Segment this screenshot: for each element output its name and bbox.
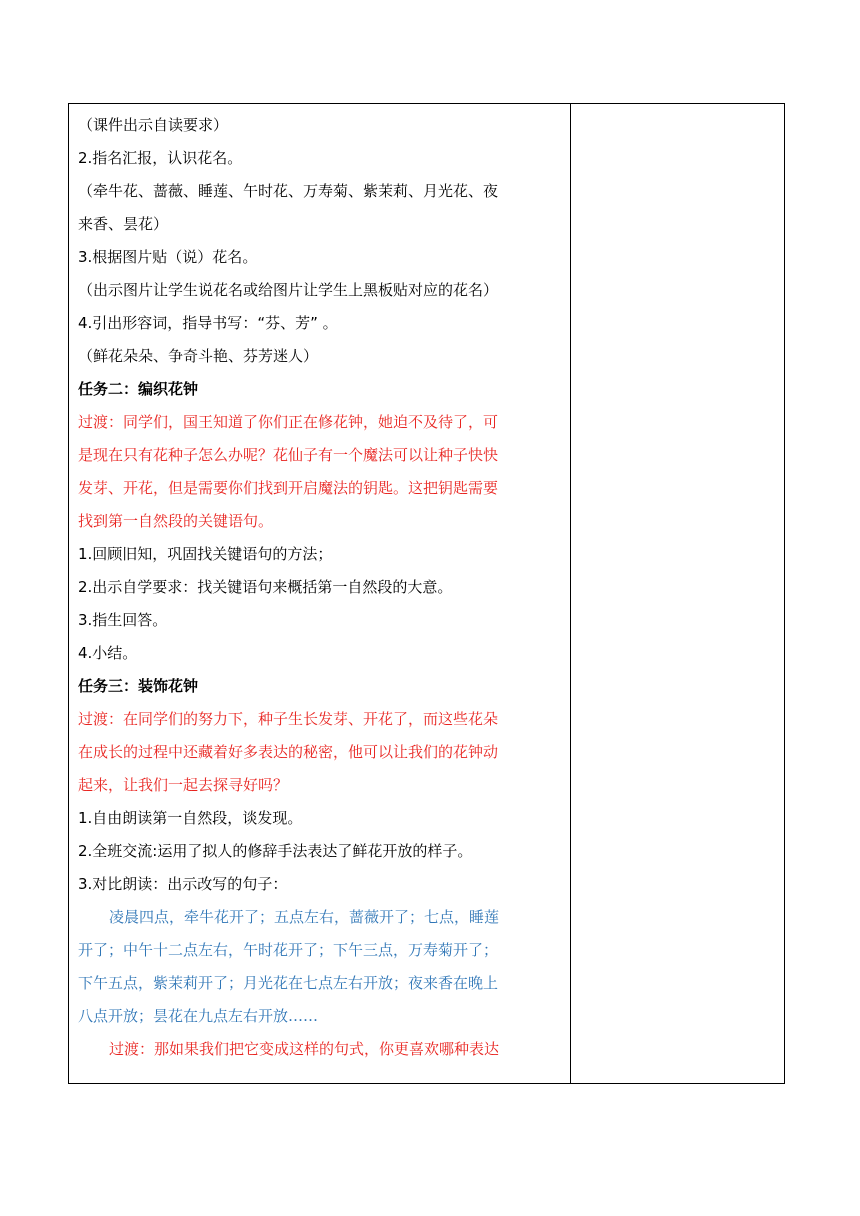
text-line: 3.根据图片贴（说）花名。	[78, 248, 258, 266]
text-line: 4.引出形容词，指导书写：“芬、芳” 。	[78, 314, 338, 332]
task-heading: 任务二：编织花钟	[78, 380, 199, 398]
text-line: 3.指生回答。	[78, 611, 168, 629]
text-line: （牵牛花、蔷薇、睡莲、午时花、万寿菊、紫茉莉、月光花、夜	[78, 182, 499, 200]
text-line: 1.自由朗读第一自然段，谈发现。	[78, 809, 303, 827]
text-line: 下午五点，紫茉莉开了；月光花在七点左右开放；夜来香在晚上	[78, 974, 499, 992]
text-line: 过渡：在同学们的努力下，种子生长发芽、开花了，而这些花朵	[78, 710, 499, 728]
task-heading: 任务三：装饰花钟	[78, 677, 199, 695]
text-line: （鲜花朵朵、争奇斗艳、芬芳迷人）	[78, 347, 319, 365]
text-line: 过渡：那如果我们把它变成这样的句式，你更喜欢哪种表达	[109, 1040, 500, 1058]
notes-cell	[571, 104, 784, 1083]
text-line: （出示图片让学生说花名或给图片让学生上黑板贴对应的花名）	[78, 281, 499, 299]
text-line: 凌晨四点，牵牛花开了；五点左右，蔷薇开了；七点，睡莲	[109, 908, 500, 926]
text-line: 找到第一自然段的关键语句。	[78, 512, 274, 530]
text-line: 过渡：同学们，国王知道了你们正在修花钟，她迫不及待了，可	[78, 413, 499, 431]
text-line: 发芽、开花，但是需要你们找到开启魔法的钥匙。这把钥匙需要	[78, 479, 499, 497]
text-line: 开了；中午十二点左右，午时花开了；下午三点，万寿菊开了；	[78, 941, 499, 959]
text-line: 在成长的过程中还藏着好多表达的秘密，他可以让我们的花钟动	[78, 743, 499, 761]
text-line: 2.全班交流:运用了拟人的修辞手法表达了鲜花开放的样子。	[78, 842, 473, 860]
text-line: 2.出示自学要求：找关键语句来概括第一自然段的大意。	[78, 578, 453, 596]
text-line: 八点开放；昙花在九点左右开放……	[78, 1007, 319, 1025]
text-line: （课件出示自读要求）	[78, 116, 229, 134]
text-line: 1.回顾旧知，巩固找关键语句的方法；	[78, 545, 333, 563]
text-line: 4.小结。	[78, 644, 138, 662]
lesson-content-cell	[78, 109, 562, 1066]
text-line: 起来，让我们一起去探寻好吗？	[78, 776, 289, 794]
text-line: 3.对比朗读：出示改写的句子：	[78, 875, 288, 893]
text-line: 来香、昙花）	[78, 215, 169, 233]
text-line: 2.指名汇报，认识花名。	[78, 149, 243, 167]
lesson-table	[68, 103, 785, 1084]
text-line: 是现在只有花种子怎么办呢？花仙子有一个魔法可以让种子快快	[78, 446, 499, 464]
